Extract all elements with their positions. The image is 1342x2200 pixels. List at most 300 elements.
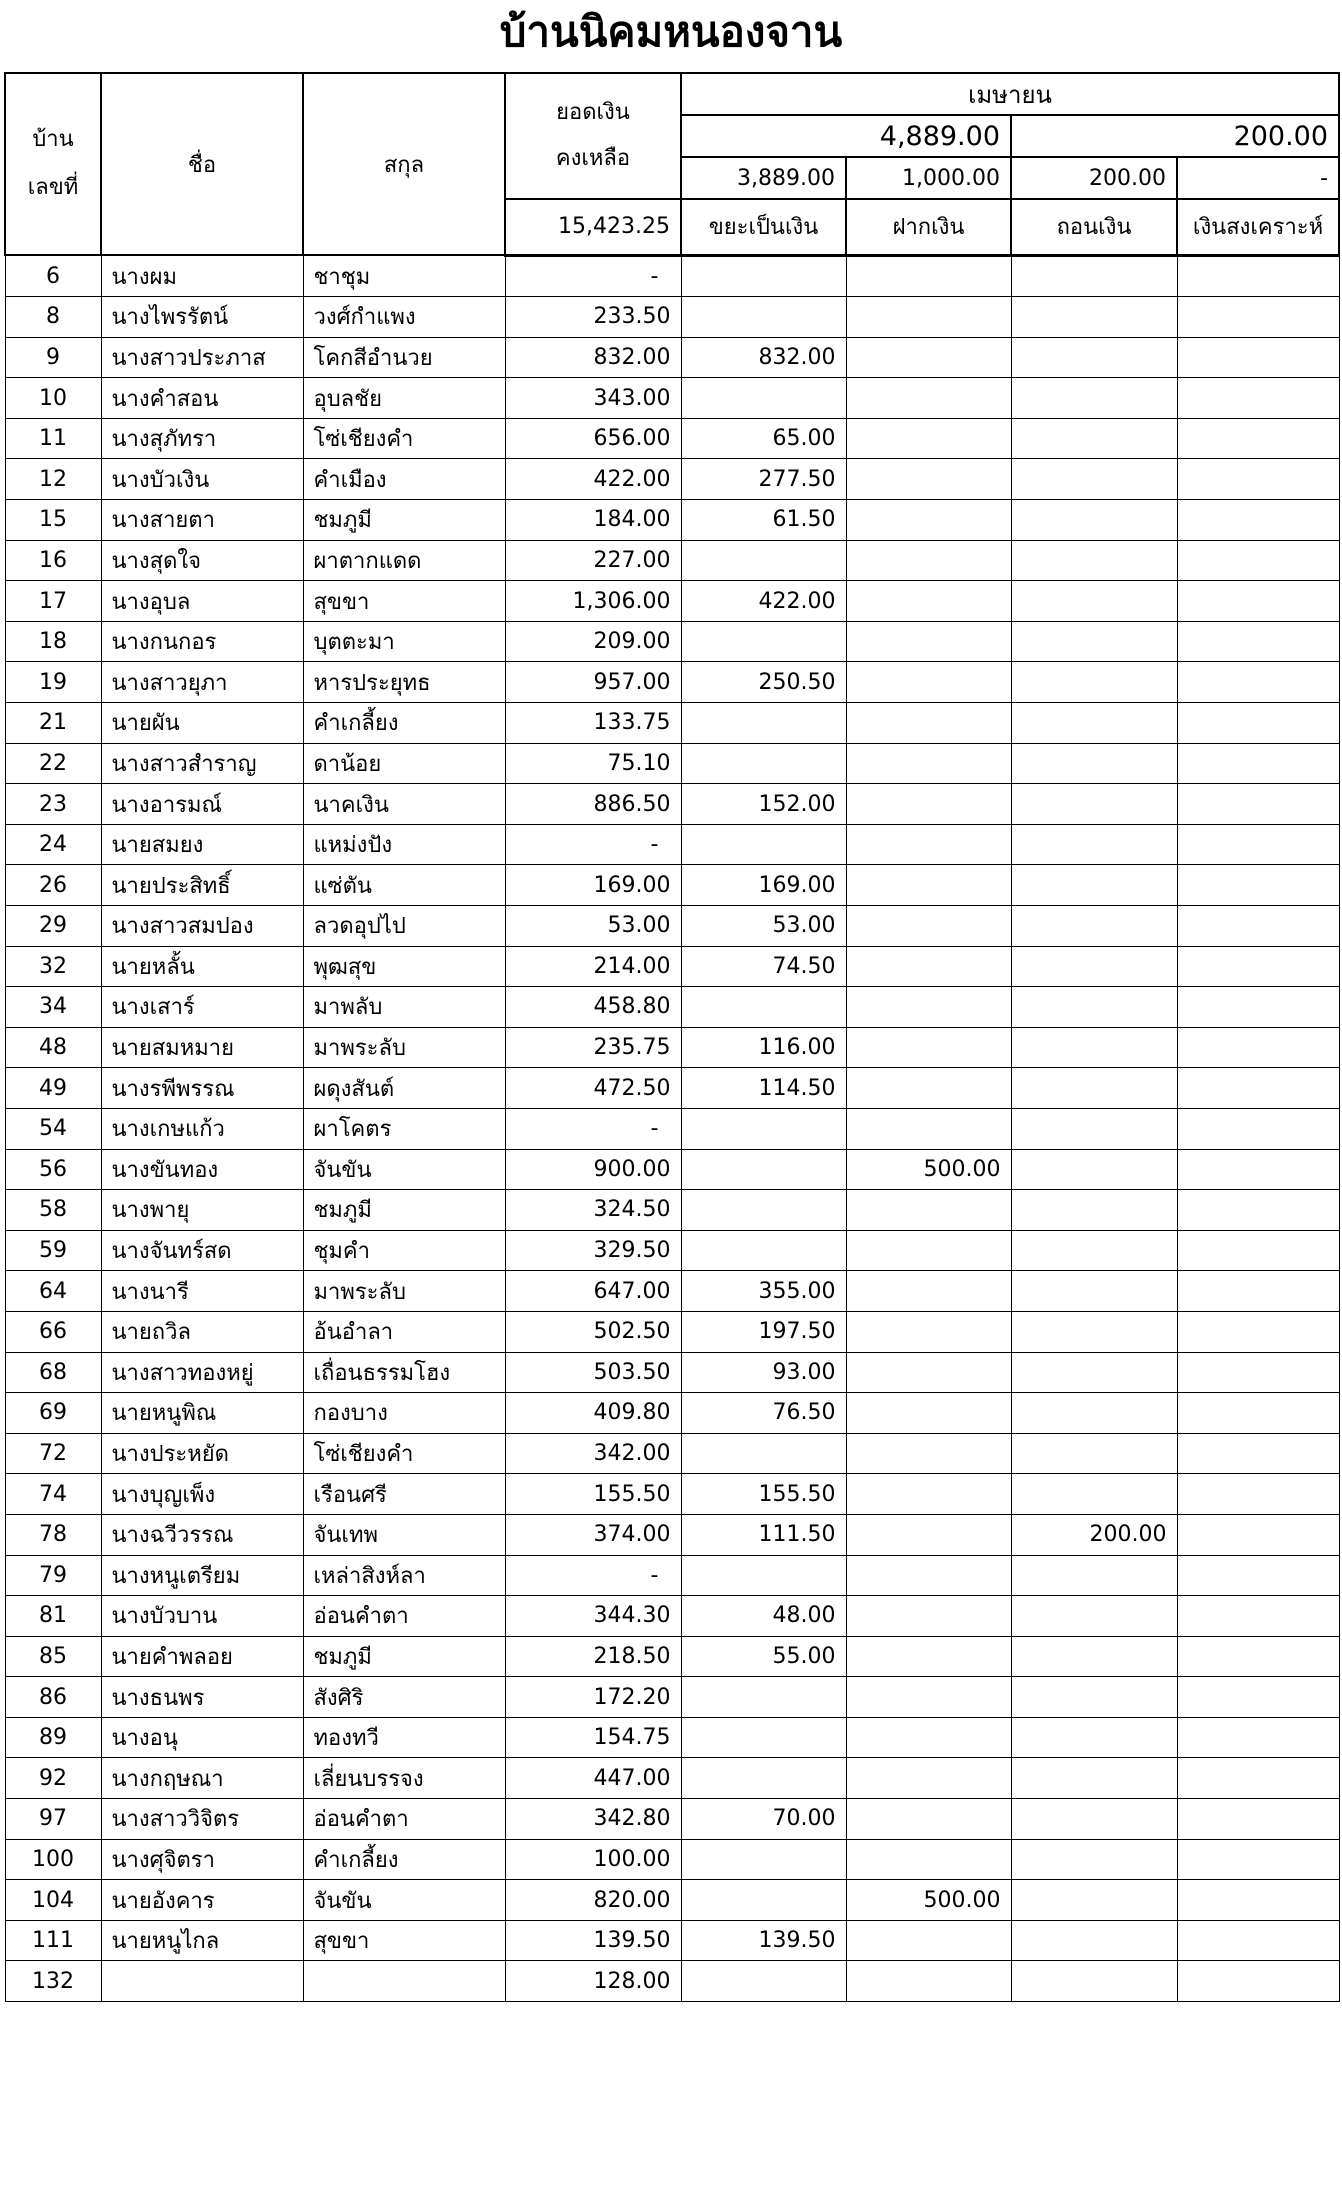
withdraw-cell bbox=[1011, 1190, 1177, 1231]
waste-cell: 74.50 bbox=[681, 946, 846, 987]
house-no-cell: 16 bbox=[5, 540, 101, 581]
name-cell: นายหลั้น bbox=[101, 946, 303, 987]
waste-cell: 76.50 bbox=[681, 1393, 846, 1434]
balance-cell: - bbox=[505, 824, 681, 865]
deposit-cell bbox=[846, 1190, 1011, 1231]
table-row bbox=[5, 1068, 1339, 1109]
withdraw-cell bbox=[1011, 1758, 1177, 1799]
waste-cell bbox=[681, 1717, 846, 1758]
welfare-cell bbox=[1177, 1311, 1339, 1352]
balance-cell: 409.80 bbox=[505, 1393, 681, 1434]
table-row bbox=[5, 1474, 1339, 1515]
deposit-cell bbox=[846, 906, 1011, 947]
house-no-cell: 66 bbox=[5, 1311, 101, 1352]
deposit-cell bbox=[846, 1596, 1011, 1637]
welfare-cell bbox=[1177, 459, 1339, 500]
house-no-cell: 54 bbox=[5, 1108, 101, 1149]
surname-cell: โคกสีอำนวย bbox=[303, 337, 505, 378]
table-row bbox=[5, 824, 1339, 865]
welfare-cell bbox=[1177, 1596, 1339, 1637]
header-house-no: บ้าน เลขที่ bbox=[5, 73, 101, 255]
welfare-cell bbox=[1177, 1149, 1339, 1190]
waste-cell: 139.50 bbox=[681, 1920, 846, 1961]
name-cell: นางธนพร bbox=[101, 1677, 303, 1718]
withdraw-cell bbox=[1011, 1108, 1177, 1149]
balance-cell: 155.50 bbox=[505, 1474, 681, 1515]
balance-cell: 184.00 bbox=[505, 500, 681, 541]
surname-cell: เหล่าสิงห์ลา bbox=[303, 1555, 505, 1596]
house-no-cell: 64 bbox=[5, 1271, 101, 1312]
name-cell: นางอารมณ์ bbox=[101, 784, 303, 825]
house-no-cell: 12 bbox=[5, 459, 101, 500]
withdraw-cell bbox=[1011, 1149, 1177, 1190]
header-month: เมษายน bbox=[681, 73, 1339, 115]
table-row bbox=[5, 1717, 1339, 1758]
waste-cell: 832.00 bbox=[681, 337, 846, 378]
header-surname: สกุล bbox=[303, 73, 505, 255]
welfare-cell bbox=[1177, 703, 1339, 744]
welfare-cell bbox=[1177, 1190, 1339, 1231]
withdraw-cell bbox=[1011, 255, 1177, 297]
sub-amount-deposit: 1,000.00 bbox=[846, 157, 1011, 199]
name-cell: นายอังคาร bbox=[101, 1880, 303, 1921]
withdraw-cell bbox=[1011, 946, 1177, 987]
deposit-cell bbox=[846, 1230, 1011, 1271]
deposit-cell bbox=[846, 1920, 1011, 1961]
balance-cell: 133.75 bbox=[505, 703, 681, 744]
name-cell: นางเกษแก้ว bbox=[101, 1108, 303, 1149]
balance-cell: 139.50 bbox=[505, 1920, 681, 1961]
welfare-cell bbox=[1177, 1068, 1339, 1109]
balance-cell: 886.50 bbox=[505, 784, 681, 825]
welfare-cell bbox=[1177, 1758, 1339, 1799]
surname-cell: แหม่งปัง bbox=[303, 824, 505, 865]
surname-cell: ผดุงสันต์ bbox=[303, 1068, 505, 1109]
name-cell: นางคำสอน bbox=[101, 378, 303, 419]
withdraw-cell bbox=[1011, 297, 1177, 338]
withdraw-cell bbox=[1011, 1433, 1177, 1474]
table-row bbox=[5, 581, 1339, 622]
surname-cell: คำเกลี้ยง bbox=[303, 703, 505, 744]
waste-cell bbox=[681, 1758, 846, 1799]
welfare-cell bbox=[1177, 1961, 1339, 2002]
surname-cell: ผาตากแดด bbox=[303, 540, 505, 581]
waste-cell: 197.50 bbox=[681, 1311, 846, 1352]
name-cell: นายประสิทธิ์ bbox=[101, 865, 303, 906]
welfare-cell bbox=[1177, 784, 1339, 825]
balance-cell: 447.00 bbox=[505, 1758, 681, 1799]
house-no-cell: 17 bbox=[5, 581, 101, 622]
table-row bbox=[5, 1190, 1339, 1231]
welfare-cell bbox=[1177, 662, 1339, 703]
withdraw-cell bbox=[1011, 1677, 1177, 1718]
name-cell: นายถวิล bbox=[101, 1311, 303, 1352]
withdraw-cell bbox=[1011, 1799, 1177, 1840]
name-cell: นางบัวเงิน bbox=[101, 459, 303, 500]
withdraw-cell bbox=[1011, 621, 1177, 662]
waste-cell: 169.00 bbox=[681, 865, 846, 906]
savings-ledger-table bbox=[4, 72, 1340, 2002]
balance-cell: 75.10 bbox=[505, 743, 681, 784]
surname-cell: ชาชุม bbox=[303, 255, 505, 297]
name-cell: นางสาวยุภา bbox=[101, 662, 303, 703]
balance-cell: 343.00 bbox=[505, 378, 681, 419]
waste-cell bbox=[681, 824, 846, 865]
table-row bbox=[5, 1271, 1339, 1312]
surname-cell: ชมภูมี bbox=[303, 1190, 505, 1231]
deposit-cell bbox=[846, 459, 1011, 500]
withdraw-cell: 200.00 bbox=[1011, 1514, 1177, 1555]
balance-cell: 227.00 bbox=[505, 540, 681, 581]
waste-cell: 70.00 bbox=[681, 1799, 846, 1840]
table-row bbox=[5, 540, 1339, 581]
name-cell: นางกนกอร bbox=[101, 621, 303, 662]
balance-cell: 1,306.00 bbox=[505, 581, 681, 622]
name-cell: นางสาวสำราญ bbox=[101, 743, 303, 784]
welfare-cell bbox=[1177, 1839, 1339, 1880]
waste-cell bbox=[681, 378, 846, 419]
house-no-cell: 26 bbox=[5, 865, 101, 906]
deposit-cell bbox=[846, 1027, 1011, 1068]
waste-cell: 114.50 bbox=[681, 1068, 846, 1109]
deposit-cell bbox=[846, 621, 1011, 662]
balance-cell: 209.00 bbox=[505, 621, 681, 662]
table-row bbox=[5, 1311, 1339, 1352]
surname-cell: จันขัน bbox=[303, 1880, 505, 1921]
welfare-cell bbox=[1177, 1555, 1339, 1596]
table-row bbox=[5, 418, 1339, 459]
withdraw-cell bbox=[1011, 378, 1177, 419]
name-cell: นายหนูพิณ bbox=[101, 1393, 303, 1434]
surname-cell: นาคเงิน bbox=[303, 784, 505, 825]
deposit-cell bbox=[846, 1514, 1011, 1555]
welfare-cell bbox=[1177, 540, 1339, 581]
deposit-cell bbox=[846, 1311, 1011, 1352]
table-row bbox=[5, 1758, 1339, 1799]
surname-cell bbox=[303, 1961, 505, 2002]
house-no-cell: 56 bbox=[5, 1149, 101, 1190]
house-no-cell: 58 bbox=[5, 1190, 101, 1231]
house-no-cell: 21 bbox=[5, 703, 101, 744]
table-row bbox=[5, 703, 1339, 744]
waste-cell bbox=[681, 1677, 846, 1718]
house-no-cell: 29 bbox=[5, 906, 101, 947]
house-no-cell: 6 bbox=[5, 255, 101, 297]
house-no-cell: 49 bbox=[5, 1068, 101, 1109]
surname-cell: คำเมือง bbox=[303, 459, 505, 500]
house-no-cell: 92 bbox=[5, 1758, 101, 1799]
waste-cell: 53.00 bbox=[681, 906, 846, 947]
table-row bbox=[5, 255, 1339, 297]
waste-cell: 277.50 bbox=[681, 459, 846, 500]
waste-cell: 93.00 bbox=[681, 1352, 846, 1393]
balance-cell: 329.50 bbox=[505, 1230, 681, 1271]
waste-cell: 355.00 bbox=[681, 1271, 846, 1312]
name-cell: นางศุจิตรา bbox=[101, 1839, 303, 1880]
balance-cell: - bbox=[505, 1108, 681, 1149]
name-cell: นางผม bbox=[101, 255, 303, 297]
name-cell: นางสุภัทรา bbox=[101, 418, 303, 459]
house-no-cell: 19 bbox=[5, 662, 101, 703]
welfare-cell bbox=[1177, 987, 1339, 1028]
surname-cell: พุฒสุข bbox=[303, 946, 505, 987]
name-cell: นางบัวบาน bbox=[101, 1596, 303, 1637]
surname-cell: อุบลชัย bbox=[303, 378, 505, 419]
deposit-cell bbox=[846, 987, 1011, 1028]
deposit-cell bbox=[846, 255, 1011, 297]
table-row bbox=[5, 743, 1339, 784]
surname-cell: โซ่เชียงคำ bbox=[303, 1433, 505, 1474]
withdraw-cell bbox=[1011, 500, 1177, 541]
deposit-cell bbox=[846, 1839, 1011, 1880]
house-no-cell: 10 bbox=[5, 378, 101, 419]
deposit-cell bbox=[846, 1433, 1011, 1474]
name-cell: นางไพรรัตน์ bbox=[101, 297, 303, 338]
house-no-cell: 11 bbox=[5, 418, 101, 459]
deposit-cell: 500.00 bbox=[846, 1149, 1011, 1190]
surname-cell: จันขัน bbox=[303, 1149, 505, 1190]
surname-cell: หารประยุทธ bbox=[303, 662, 505, 703]
header-withdraw: ถอนเงิน bbox=[1011, 199, 1177, 255]
waste-cell bbox=[681, 255, 846, 297]
deposit-cell bbox=[846, 1555, 1011, 1596]
balance-cell: 154.75 bbox=[505, 1717, 681, 1758]
table-row bbox=[5, 1596, 1339, 1637]
surname-cell: ชมภูมี bbox=[303, 500, 505, 541]
deposit-cell bbox=[846, 1717, 1011, 1758]
table-row bbox=[5, 1636, 1339, 1677]
welfare-cell bbox=[1177, 1880, 1339, 1921]
house-no-cell: 104 bbox=[5, 1880, 101, 1921]
waste-cell bbox=[681, 987, 846, 1028]
name-cell: นางสุดใจ bbox=[101, 540, 303, 581]
table-row bbox=[5, 865, 1339, 906]
name-cell: นางสาววิจิตร bbox=[101, 1799, 303, 1840]
house-no-cell: 100 bbox=[5, 1839, 101, 1880]
surname-cell: อ่อนคำตา bbox=[303, 1596, 505, 1637]
withdraw-cell bbox=[1011, 987, 1177, 1028]
deposit-cell bbox=[846, 1961, 1011, 2002]
waste-cell bbox=[681, 1108, 846, 1149]
balance-cell: 957.00 bbox=[505, 662, 681, 703]
name-cell: นางรพีพรรณ bbox=[101, 1068, 303, 1109]
surname-cell: เลี่ยนบรรจง bbox=[303, 1758, 505, 1799]
welfare-cell bbox=[1177, 1799, 1339, 1840]
waste-cell bbox=[681, 1149, 846, 1190]
name-cell: นางฉวีวรรณ bbox=[101, 1514, 303, 1555]
name-cell: นายผัน bbox=[101, 703, 303, 744]
welfare-cell bbox=[1177, 1920, 1339, 1961]
withdraw-cell bbox=[1011, 1596, 1177, 1637]
welfare-cell bbox=[1177, 1514, 1339, 1555]
deposit-cell bbox=[846, 1636, 1011, 1677]
balance-cell: 324.50 bbox=[505, 1190, 681, 1231]
house-no-cell: 34 bbox=[5, 987, 101, 1028]
waste-cell bbox=[681, 621, 846, 662]
withdraw-cell bbox=[1011, 1920, 1177, 1961]
balance-cell: 342.80 bbox=[505, 1799, 681, 1840]
table-row bbox=[5, 1555, 1339, 1596]
house-no-cell: 81 bbox=[5, 1596, 101, 1637]
surname-cell: กองบาง bbox=[303, 1393, 505, 1434]
deposit-cell bbox=[846, 418, 1011, 459]
waste-cell: 152.00 bbox=[681, 784, 846, 825]
withdraw-cell bbox=[1011, 865, 1177, 906]
sub-amount-waste: 3,889.00 bbox=[681, 157, 846, 199]
withdraw-cell bbox=[1011, 459, 1177, 500]
welfare-cell bbox=[1177, 946, 1339, 987]
waste-cell: 55.00 bbox=[681, 1636, 846, 1677]
withdraw-cell bbox=[1011, 1839, 1177, 1880]
name-cell: นางบุญเพ็ง bbox=[101, 1474, 303, 1515]
table-row bbox=[5, 459, 1339, 500]
waste-cell: 111.50 bbox=[681, 1514, 846, 1555]
balance-cell: 820.00 bbox=[505, 1880, 681, 1921]
surname-cell: บุตตะมา bbox=[303, 621, 505, 662]
name-cell: นางพายุ bbox=[101, 1190, 303, 1231]
waste-cell: 61.50 bbox=[681, 500, 846, 541]
house-no-cell: 78 bbox=[5, 1514, 101, 1555]
welfare-cell bbox=[1177, 500, 1339, 541]
deposit-cell bbox=[846, 1677, 1011, 1718]
house-no-cell: 111 bbox=[5, 1920, 101, 1961]
month-total-right: 200.00 bbox=[1011, 115, 1339, 157]
deposit-cell bbox=[846, 946, 1011, 987]
surname-cell: ดาน้อย bbox=[303, 743, 505, 784]
balance-cell: 900.00 bbox=[505, 1149, 681, 1190]
name-cell: นางจันทร์สด bbox=[101, 1230, 303, 1271]
welfare-cell bbox=[1177, 1393, 1339, 1434]
welfare-cell bbox=[1177, 1433, 1339, 1474]
name-cell: นางหนูเตรียม bbox=[101, 1555, 303, 1596]
table-row bbox=[5, 500, 1339, 541]
house-no-cell: 32 bbox=[5, 946, 101, 987]
house-no-cell: 86 bbox=[5, 1677, 101, 1718]
house-no-cell: 22 bbox=[5, 743, 101, 784]
welfare-cell bbox=[1177, 255, 1339, 297]
house-no-cell: 89 bbox=[5, 1717, 101, 1758]
table-row bbox=[5, 987, 1339, 1028]
balance-cell: 169.00 bbox=[505, 865, 681, 906]
house-no-cell: 79 bbox=[5, 1555, 101, 1596]
surname-cell: วงศ์กำแพง bbox=[303, 297, 505, 338]
waste-cell bbox=[681, 1433, 846, 1474]
name-cell: นางอนุ bbox=[101, 1717, 303, 1758]
welfare-cell bbox=[1177, 906, 1339, 947]
welfare-cell bbox=[1177, 378, 1339, 419]
surname-cell: สังศิริ bbox=[303, 1677, 505, 1718]
surname-cell: มาพระลับ bbox=[303, 1271, 505, 1312]
table-row bbox=[5, 337, 1339, 378]
welfare-cell bbox=[1177, 1717, 1339, 1758]
surname-cell: ชุมคำ bbox=[303, 1230, 505, 1271]
waste-cell bbox=[681, 1230, 846, 1271]
table-row bbox=[5, 297, 1339, 338]
surname-cell: สุขขา bbox=[303, 581, 505, 622]
deposit-cell bbox=[846, 1271, 1011, 1312]
waste-cell bbox=[681, 1839, 846, 1880]
withdraw-cell bbox=[1011, 824, 1177, 865]
table-row bbox=[5, 1839, 1339, 1880]
deposit-cell bbox=[846, 500, 1011, 541]
waste-cell bbox=[681, 703, 846, 744]
name-cell: นางสาวสมปอง bbox=[101, 906, 303, 947]
surname-cell: ทองทวี bbox=[303, 1717, 505, 1758]
balance-cell: 458.80 bbox=[505, 987, 681, 1028]
welfare-cell bbox=[1177, 1677, 1339, 1718]
waste-cell bbox=[681, 1555, 846, 1596]
table-row bbox=[5, 1677, 1339, 1718]
table-row bbox=[5, 1230, 1339, 1271]
withdraw-cell bbox=[1011, 1271, 1177, 1312]
table-row bbox=[5, 946, 1339, 987]
surname-cell: มาพระลับ bbox=[303, 1027, 505, 1068]
surname-cell: จันเทพ bbox=[303, 1514, 505, 1555]
balance-cell: 503.50 bbox=[505, 1352, 681, 1393]
name-cell: นางเสาร์ bbox=[101, 987, 303, 1028]
welfare-cell bbox=[1177, 1108, 1339, 1149]
surname-cell: โซ่เชียงคำ bbox=[303, 418, 505, 459]
balance-cell: 374.00 bbox=[505, 1514, 681, 1555]
surname-cell: เถื่อนธรรมโฮง bbox=[303, 1352, 505, 1393]
balance-cell: 235.75 bbox=[505, 1027, 681, 1068]
deposit-cell bbox=[846, 1108, 1011, 1149]
table-row bbox=[5, 1149, 1339, 1190]
balance-cell: 342.00 bbox=[505, 1433, 681, 1474]
withdraw-cell bbox=[1011, 662, 1177, 703]
balance-cell: 172.20 bbox=[505, 1677, 681, 1718]
surname-cell: เรือนศรี bbox=[303, 1474, 505, 1515]
withdraw-cell bbox=[1011, 581, 1177, 622]
withdraw-cell bbox=[1011, 1555, 1177, 1596]
welfare-cell bbox=[1177, 1027, 1339, 1068]
welfare-cell bbox=[1177, 1636, 1339, 1677]
house-no-cell: 48 bbox=[5, 1027, 101, 1068]
surname-cell: ผาโคตร bbox=[303, 1108, 505, 1149]
welfare-cell bbox=[1177, 418, 1339, 459]
withdraw-cell bbox=[1011, 1880, 1177, 1921]
withdraw-cell bbox=[1011, 1717, 1177, 1758]
name-cell: นายหนูไกล bbox=[101, 1920, 303, 1961]
deposit-cell bbox=[846, 337, 1011, 378]
withdraw-cell bbox=[1011, 1636, 1177, 1677]
deposit-cell bbox=[846, 1799, 1011, 1840]
table-row bbox=[5, 662, 1339, 703]
surname-cell: สุขขา bbox=[303, 1920, 505, 1961]
surname-cell: ชมภูมี bbox=[303, 1636, 505, 1677]
deposit-cell bbox=[846, 743, 1011, 784]
balance-total: 15,423.25 bbox=[505, 199, 681, 255]
name-cell bbox=[101, 1961, 303, 2002]
withdraw-cell bbox=[1011, 1961, 1177, 2002]
welfare-cell bbox=[1177, 337, 1339, 378]
header-welfare: เงินสงเคราะห์ bbox=[1177, 199, 1339, 255]
surname-cell: อ่อนคำตา bbox=[303, 1799, 505, 1840]
header-balance: ยอดเงิน คงเหลือ bbox=[505, 73, 681, 199]
header-waste: ขยะเป็นเงิน bbox=[681, 199, 846, 255]
deposit-cell bbox=[846, 378, 1011, 419]
deposit-cell bbox=[846, 824, 1011, 865]
balance-cell: 233.50 bbox=[505, 297, 681, 338]
balance-cell: 128.00 bbox=[505, 1961, 681, 2002]
welfare-cell bbox=[1177, 297, 1339, 338]
withdraw-cell bbox=[1011, 703, 1177, 744]
name-cell: นางสายตา bbox=[101, 500, 303, 541]
withdraw-cell bbox=[1011, 337, 1177, 378]
withdraw-cell bbox=[1011, 1474, 1177, 1515]
deposit-cell bbox=[846, 1474, 1011, 1515]
welfare-cell bbox=[1177, 621, 1339, 662]
